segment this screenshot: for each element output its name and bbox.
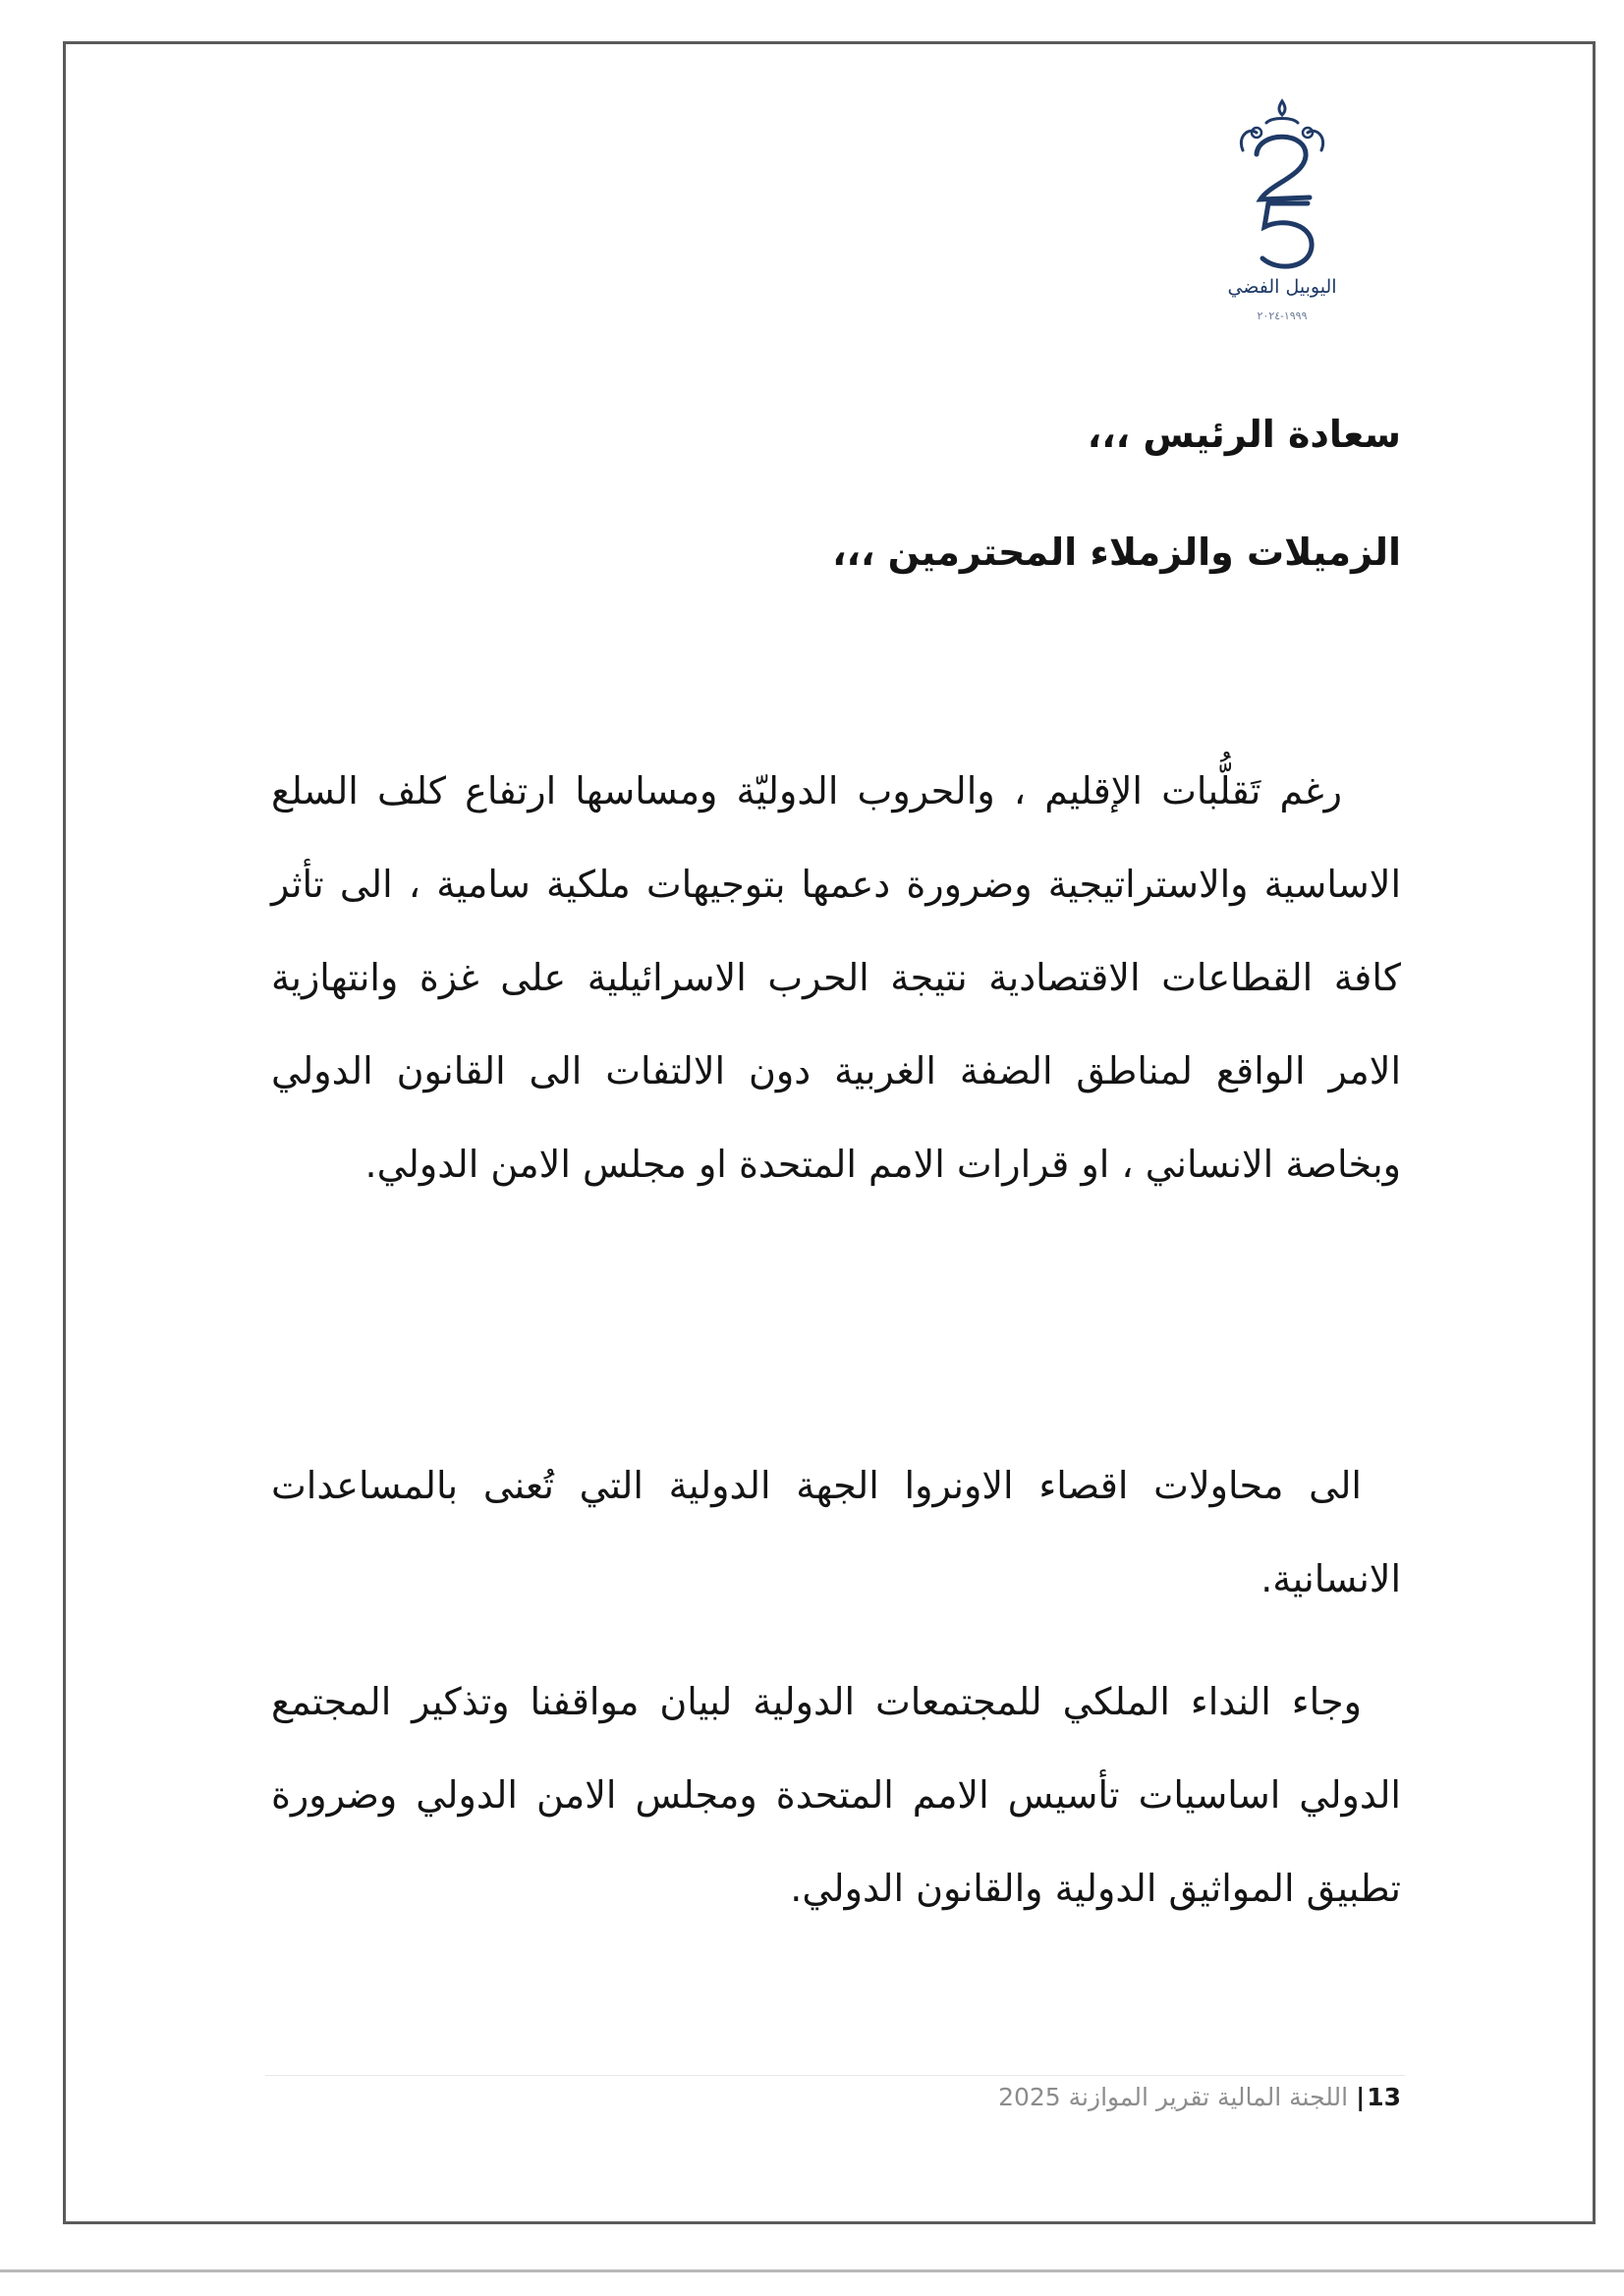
page-footer	[998, 2083, 1401, 2111]
footer-divider	[265, 2075, 1405, 2076]
footer-title: اللجنة المالية تقرير الموازنة 2025	[998, 2083, 1349, 2111]
paragraph-regional-turmoil: رغم تَقلُّبات الإقليم ، والحروب الدوليّة ومساسها ارتفاع كلف السلع الاساسية والاستراتيجية وضرورة دعمها بتوجيهات ملكية سامية ، الى تأثر كافة القطاعات الاقتصادية نتيجة الحرب الاسرائيلية على غزة وانتهازية الامر الواقع لمناطق الضفة الغربية دون الالتفات الى القانون الدولي وبخاصة الانساني ، او قرارات الامم المتحدة او مجلس الامن الدولي.	[271, 769, 1401, 1186]
salutation-colleagues: الزميلات والزملاء المحترمين ،،،	[832, 531, 1401, 574]
scan-edge	[0, 2269, 1624, 2272]
jubilee-logo	[1223, 93, 1341, 339]
page-number: 13	[1367, 2083, 1401, 2111]
logo-years: ١٩٩٩-٢٠٢٤	[1257, 309, 1308, 322]
footer-separator: |	[1356, 2083, 1366, 2111]
silver-jubilee-25-emblem-icon	[1223, 93, 1341, 275]
logo-caption: اليوبيل الفضي	[1227, 276, 1337, 298]
salutation-speaker: سعادة الرئيس ،،،	[1087, 413, 1401, 456]
paragraph-royal-appeal: وجاء النداء الملكي للمجتمعات الدولية لبيان مواقفنا وتذكير المجتمع الدولي اساسيات تأسيس الامم المتحدة ومجلس الامن الدولي وضرورة تطبيق المواثيق الدولية والقانون الدولي.	[271, 1680, 1401, 1910]
paragraph-unrwa: الى محاولات اقصاء الاونروا الجهة الدولية التي تُعنى بالمساعدات الانسانية.	[271, 1464, 1401, 1600]
